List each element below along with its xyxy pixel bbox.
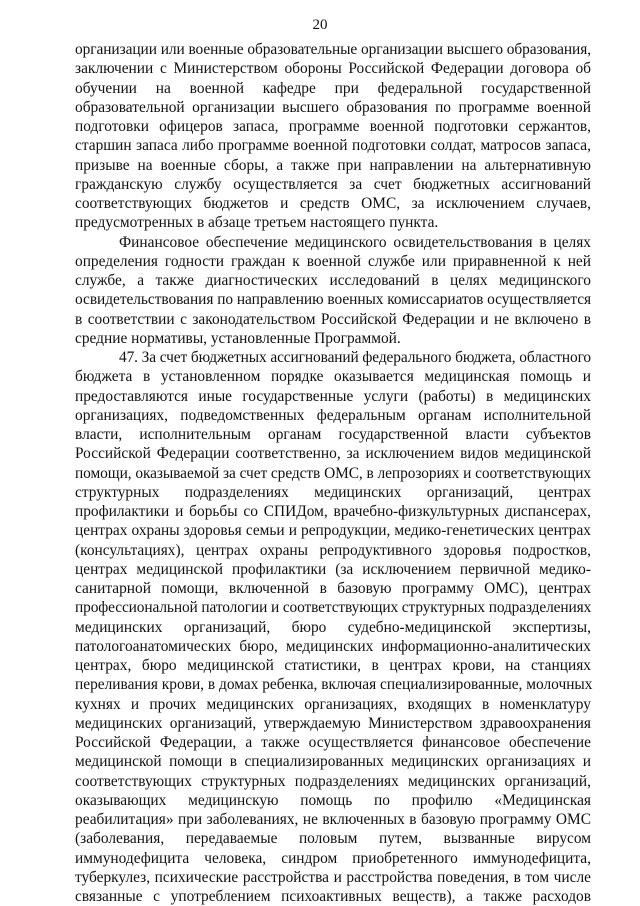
text-line: 47. За счет бюджетных ассигнований федерального бюджета, областного (119, 349, 591, 366)
text-line: медицинских организаций, бюро судебно-медицинской экспертизы, (75, 618, 591, 636)
text-line: связанные с употреблением психоактивных веществ), а также расходов (75, 888, 591, 905)
text-line: медицинских организаций, утверждаемую Министерством здравоохранения (75, 714, 591, 732)
text-line: средние нормативы, установленные Программой. (75, 329, 401, 347)
text-line: реабилитация» при заболеваниях, не включенных в базовую программу ОМС (75, 811, 591, 828)
text-line: освидетельствования по направлению военных комиссариатов осуществляется (75, 291, 592, 309)
page-number: 20 (312, 17, 328, 33)
paragraph (75, 348, 591, 906)
text-line: центрах, бюро медицинской статистики, в центрах крови, на станциях (75, 657, 591, 674)
text-line: патологоанатомических бюро, медицинских информационно-аналитических (75, 637, 591, 655)
text-line: подготовки офицеров запаса, программе военной подготовки сержантов, (75, 118, 591, 135)
text-line: медицинской помощи в специализированных медицинских организациях и (75, 753, 591, 771)
text-line: кухнях и прочих медицинских организациях, входящих в номенклатуру (75, 695, 591, 713)
text-line: бюджета в установленном порядке оказывается медицинская помощь и (75, 368, 591, 386)
text-line: профилактики и борьбы со СПИДом, врачебно-физкультурных диспансерах, (75, 503, 591, 520)
text-line: организациях, подведомственных федеральным органам исполнительной (75, 406, 591, 424)
text-line: в соответствии с законодательством Российской Федерации и не включено в (75, 310, 591, 328)
text-line: организации или военные образовательные организации высшего образования, (75, 41, 591, 58)
text-line: предоставляются иные государственные услуги (работы) в медицинских (75, 387, 591, 405)
paragraph (75, 40, 591, 233)
text-line: помощи, оказываемой за счет средств ОМС, в лепрозориях и соответствующих (75, 464, 591, 482)
text-line: (заболевания, передаваемые половым путем, вызванные вирусом (75, 830, 591, 848)
text-line: власти, исполнительным органам государственной власти субъектов (75, 426, 591, 443)
text-line: соответствующих структурных подразделениях медицинских организаций, (75, 772, 591, 790)
text-line: структурных подразделениях медицинских организаций, центрах (75, 483, 591, 501)
document-body (75, 40, 591, 906)
text-line: оказывающих медицинскую помощь по профилю «Медицинская (75, 791, 591, 809)
text-line: Российской Федерации, а также осуществляется финансовое обеспечение (75, 734, 591, 751)
text-line: санитарной помощи, включенной в базовую программу ОМС), центрах (75, 580, 591, 597)
text-line: предусмотренных в абзаце третьем настоящего пункта. (75, 214, 439, 232)
text-line: профессиональной патологии и соответствующих структурных подразделениях (75, 599, 592, 617)
text-line: образовательной организации высшего образования по программе военной (75, 98, 591, 116)
text-line: Российской Федерации соответственно, за исключением видов медицинской (75, 445, 591, 463)
text-line: обучении на военной кафедре при федеральной государственной (75, 79, 591, 97)
text-line: призыве на военные сборы, а также при направлении на альтернативную (75, 156, 591, 174)
text-line: переливания крови, в домах ребенка, включая специализированные, молочных (75, 676, 593, 694)
text-line: центрах охраны здоровья семьи и репродукции, медико-генетических центрах (75, 522, 591, 540)
text-line: гражданскую службу осуществляется за счет бюджетных ассигнований (75, 175, 591, 193)
text-line: туберкулез, психические расстройства и расстройства поведения, в том числе (75, 868, 591, 886)
text-line: заключении с Министерством обороны Российской Федерации договора об (75, 60, 591, 78)
text-line: старшин запаса либо программе военной подготовки солдат, матросов запаса, (75, 137, 591, 155)
text-line: центрах медицинской профилактики (за исключением первичной медико- (75, 560, 591, 578)
text-line: определения годности граждан к военной службе или приравненной к ней (75, 252, 591, 270)
text-line: службе, а также диагностических исследований в целях медицинского (75, 272, 591, 289)
text-line: соответствующих бюджетов и средств ОМС, за исключением случаев, (75, 195, 591, 212)
text-line: Финансовое обеспечение медицинского освидетельствования в целях (119, 233, 591, 251)
text-line: (консультациях), центрах охраны репродуктивного здоровья подростков, (75, 541, 591, 559)
paragraph (75, 233, 591, 349)
text-line: иммунодефицита человека, синдром приобретенного иммунодефицита, (75, 849, 591, 867)
